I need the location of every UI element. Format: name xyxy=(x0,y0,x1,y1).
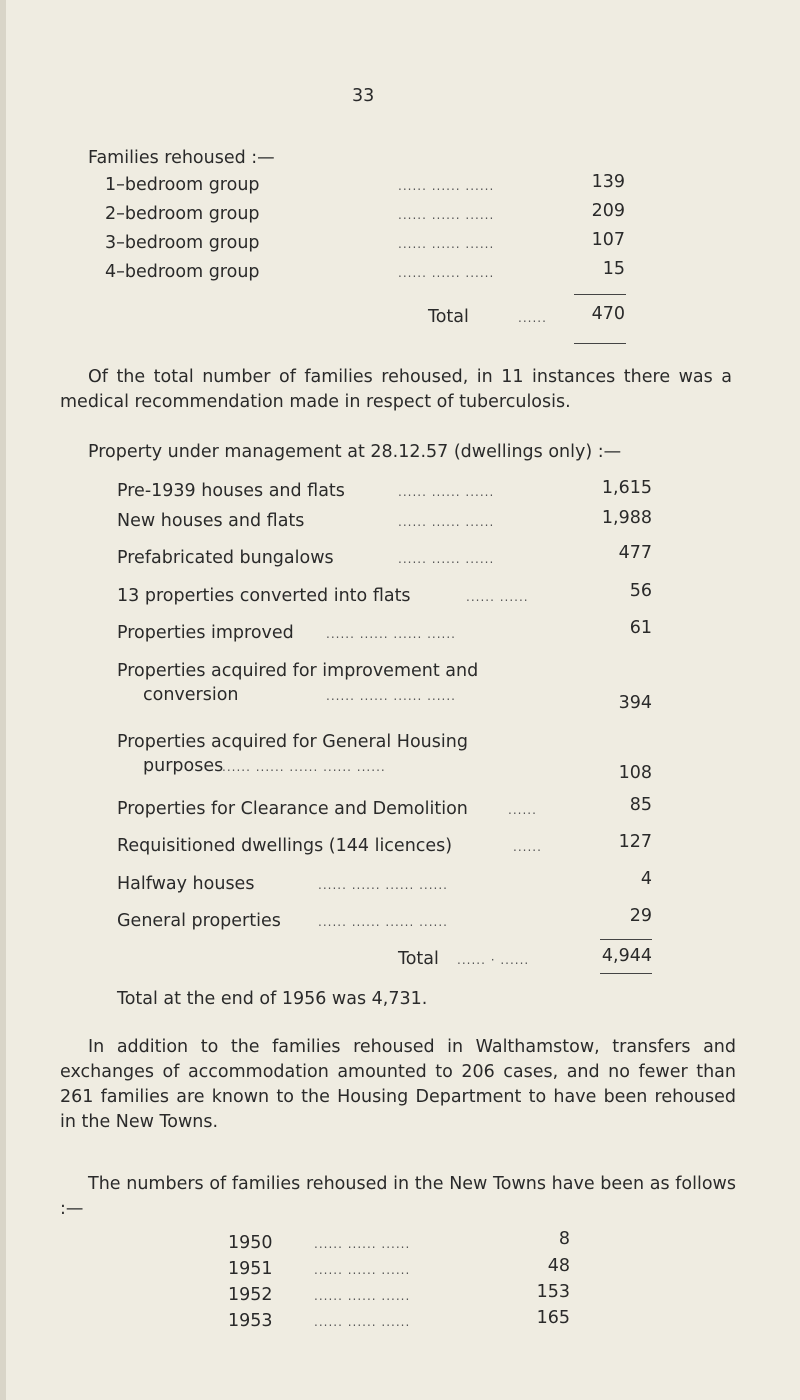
property-total-dots: ...... · ...... xyxy=(457,953,530,967)
row-label: 13 properties converted into flats xyxy=(117,586,411,606)
row-label: Properties acquired for General Housing xyxy=(117,732,468,752)
row-value: 15 xyxy=(602,259,625,279)
families-total-dots: ...... xyxy=(518,311,547,325)
row-value: 85 xyxy=(629,795,652,815)
row-leader-dots: ...... ...... ...... ...... ...... xyxy=(222,760,386,774)
row-leader-dots: ...... ...... ...... ...... xyxy=(318,878,448,892)
page-number: 33 xyxy=(352,86,375,106)
row-leader-dots: ...... ...... ...... xyxy=(314,1237,411,1251)
property-heading: Property under management at 28.12.57 (dwellings only) :— xyxy=(88,442,622,462)
row-label-continuation: purposes xyxy=(143,756,224,776)
row-value: 48 xyxy=(547,1256,570,1276)
row-value: 165 xyxy=(536,1308,570,1328)
row-value: 1,988 xyxy=(601,508,652,528)
row-value: 209 xyxy=(591,201,625,221)
row-value: 1,615 xyxy=(601,478,652,498)
row-label: Pre-1939 houses and flats xyxy=(117,481,345,501)
year-label: 1950 xyxy=(228,1233,273,1253)
row-label-continuation: conversion xyxy=(143,685,239,705)
row-leader-dots: ...... ...... ...... xyxy=(398,552,495,566)
row-label: Requisitioned dwellings (144 licences) xyxy=(117,836,453,856)
total-rule xyxy=(600,973,652,974)
row-label: 4–bedroom group xyxy=(105,262,260,282)
year-label: 1953 xyxy=(228,1311,273,1331)
row-label: 3–bedroom group xyxy=(105,233,260,253)
row-value: 61 xyxy=(629,618,652,638)
row-label: Properties for Clearance and Demolition xyxy=(117,799,468,819)
row-value: 108 xyxy=(618,763,652,783)
year-label: 1951 xyxy=(228,1259,273,1279)
row-leader-dots: ...... ...... ...... xyxy=(398,237,495,251)
row-label: General properties xyxy=(117,911,281,931)
row-value: 127 xyxy=(618,832,652,852)
row-value: 4 xyxy=(640,869,652,889)
page-edge-shadow xyxy=(0,0,6,1400)
row-leader-dots: ...... ...... ...... xyxy=(398,515,495,529)
new-towns-intro: The numbers of families rehoused in the New Towns have been as follows :— xyxy=(60,1174,736,1219)
tuberculosis-paragraph: Of the total number of families rehoused, in 11 instances there was a medical recommendation made in respect of tuberculosis. xyxy=(60,367,732,412)
families-total-label: Total xyxy=(428,307,469,327)
row-leader-dots: ...... xyxy=(513,840,542,854)
row-value: 153 xyxy=(536,1282,570,1302)
row-value: 139 xyxy=(591,172,625,192)
row-leader-dots: ...... ...... ...... xyxy=(314,1263,411,1277)
property-total-label: Total xyxy=(398,949,439,969)
row-leader-dots: ...... ...... ...... xyxy=(398,266,495,280)
row-leader-dots: ...... ...... ...... xyxy=(398,208,495,222)
row-leader-dots: ...... ...... xyxy=(466,590,529,604)
row-label: Prefabricated bungalows xyxy=(117,548,334,568)
families-total-value: 470 xyxy=(591,304,625,324)
row-label: New houses and flats xyxy=(117,511,305,531)
row-label: 2–bedroom group xyxy=(105,204,260,224)
total-1956-line: Total at the end of 1956 was 4,731. xyxy=(117,989,428,1009)
row-leader-dots: ...... ...... ...... ...... xyxy=(326,627,456,641)
row-value: 107 xyxy=(591,230,625,250)
row-value: 8 xyxy=(558,1229,570,1249)
transfers-paragraph: In addition to the families rehoused in Walthamstow, transfers and exchanges of accommodation amounted to 206 cases, and no fewer than 261 families are known to the Housing Department to have been rehoused in the New Towns. xyxy=(60,1037,736,1132)
row-label: Properties acquired for improvement and xyxy=(117,661,479,681)
row-value: 477 xyxy=(618,543,652,563)
row-leader-dots: ...... ...... ...... xyxy=(314,1315,411,1329)
row-label: Halfway houses xyxy=(117,874,255,894)
row-leader-dots: ...... xyxy=(508,803,537,817)
subtotal-rule xyxy=(600,939,652,940)
row-leader-dots: ...... ...... ...... xyxy=(398,179,495,193)
row-label: 1–bedroom group xyxy=(105,175,260,195)
total-rule xyxy=(574,343,626,344)
subtotal-rule xyxy=(574,294,626,295)
families-rehoused-heading: Families rehoused :— xyxy=(88,148,275,168)
row-value: 29 xyxy=(629,906,652,926)
row-leader-dots: ...... ...... ...... ...... xyxy=(318,915,448,929)
row-leader-dots: ...... ...... ...... ...... xyxy=(326,689,456,703)
row-leader-dots: ...... ...... ...... xyxy=(314,1289,411,1303)
year-label: 1952 xyxy=(228,1285,273,1305)
row-leader-dots: ...... ...... ...... xyxy=(398,485,495,499)
property-total-value: 4,944 xyxy=(601,946,652,966)
row-value: 394 xyxy=(618,693,652,713)
row-value: 56 xyxy=(629,581,652,601)
row-label: Properties improved xyxy=(117,623,294,643)
